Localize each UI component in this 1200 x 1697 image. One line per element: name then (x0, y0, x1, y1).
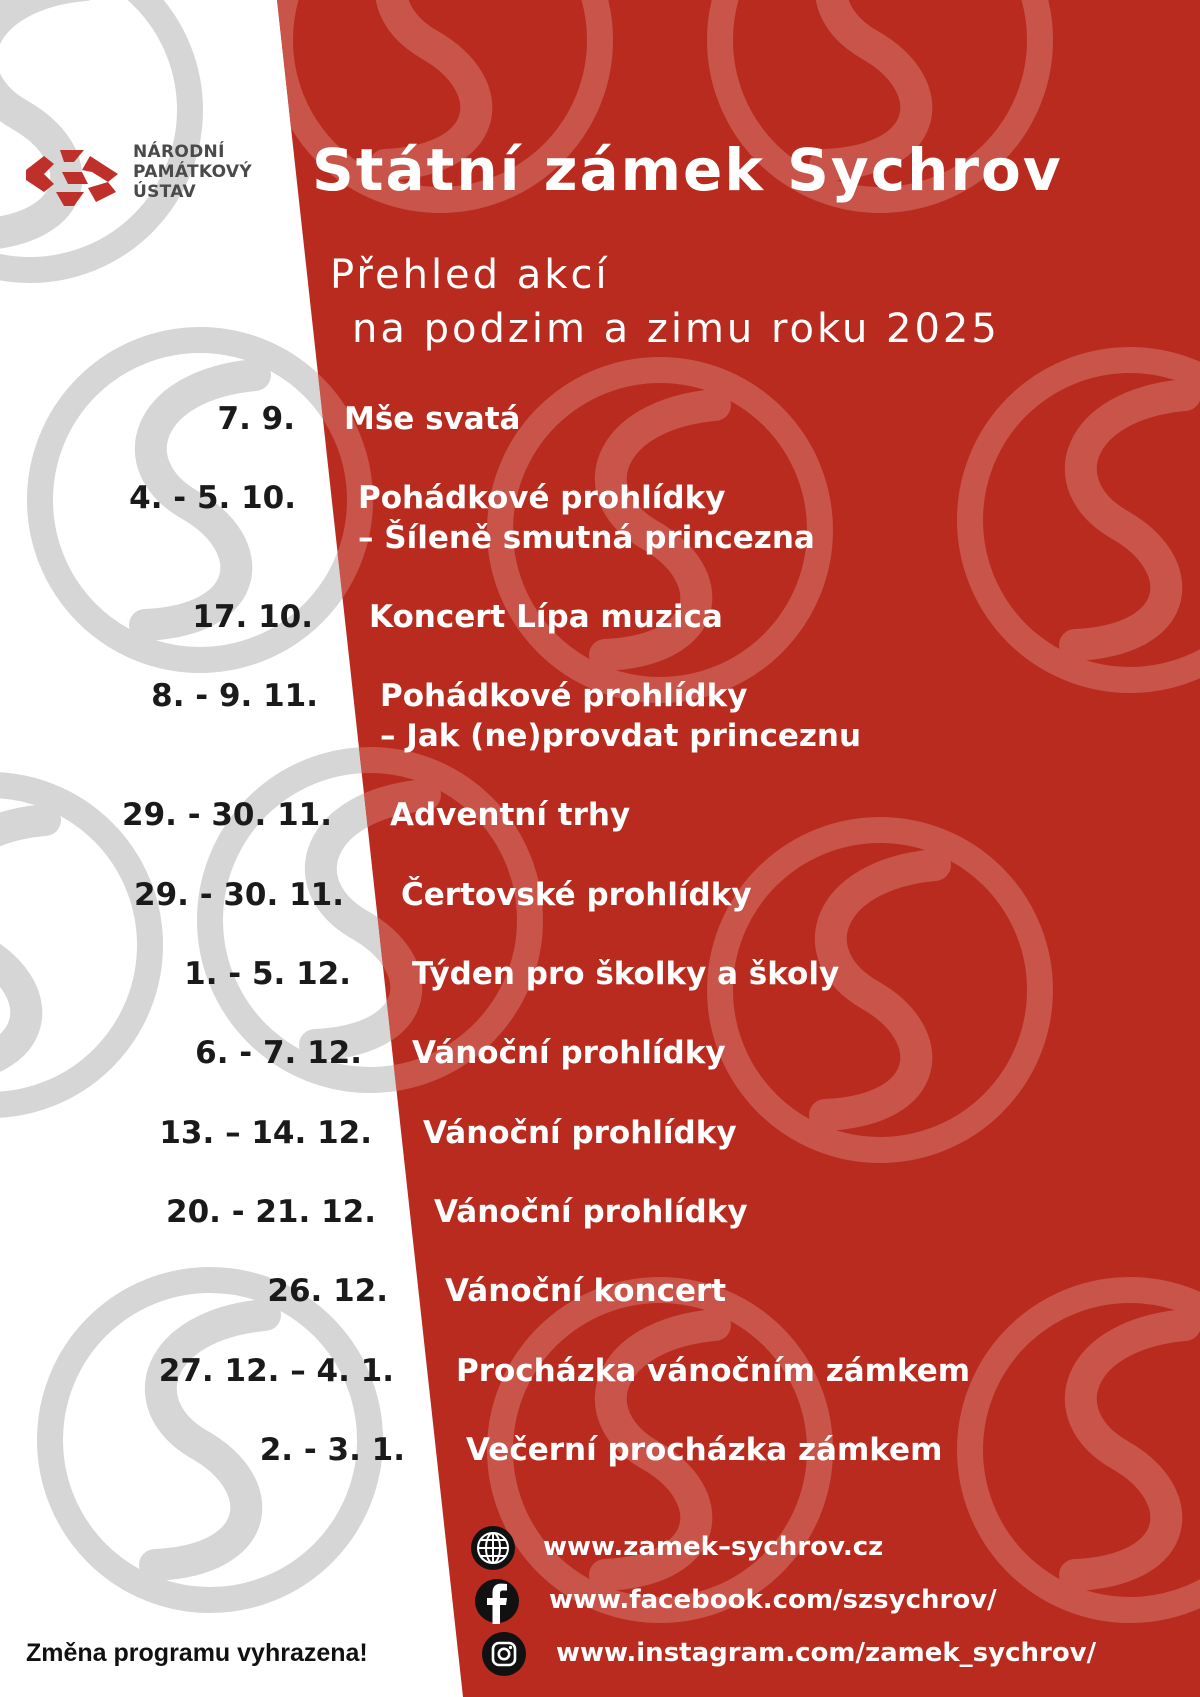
event-date: 7. 9. (217, 401, 295, 437)
event-title-line-2: – Jak (ne)provdat princeznu (380, 718, 862, 754)
event-date: 1. - 5. 12. (184, 956, 351, 992)
event-title: Večerní procházka zámkem (466, 1432, 943, 1468)
page-title: Státní zámek Sychrov (312, 136, 1063, 204)
event-title: Vánoční prohlídky (423, 1115, 737, 1151)
event-date: 4. - 5. 10. (129, 480, 296, 516)
event-date: 29. - 30. 11. (122, 797, 332, 833)
event-title: Adventní trhy (390, 797, 631, 833)
event-title: Pohádkové prohlídky (358, 480, 726, 516)
website-url[interactable]: www.zamek–sychrov.cz (543, 1532, 884, 1562)
event-title: Týden pro školky a školy (412, 956, 840, 992)
logo-line: ÚSTAV (133, 182, 196, 202)
instagram-icon (481, 1631, 527, 1677)
npu-logo-text (133, 142, 252, 202)
page-subtitle (330, 248, 1000, 356)
event-title: Mše svatá (344, 401, 521, 437)
globe-icon (470, 1525, 516, 1571)
logo-line: NÁRODNÍ (133, 142, 225, 162)
event-date: 6. - 7. 12. (195, 1035, 362, 1071)
event-date: 17. 10. (192, 599, 313, 635)
npu-logo-icon (26, 148, 118, 206)
event-title: Pohádkové prohlídky (380, 678, 748, 714)
event-title: Koncert Lípa muzica (369, 599, 723, 635)
instagram-url[interactable]: www.instagram.com/zamek_sychrov/ (556, 1638, 1097, 1668)
facebook-icon (474, 1578, 520, 1624)
event-title: Čertovské prohlídky (401, 877, 752, 913)
event-date: 29. - 30. 11. (134, 877, 344, 913)
subtitle-line-2: na podzim a zimu roku 2025 (352, 306, 1000, 352)
event-title: Procházka vánočním zámkem (456, 1353, 971, 1389)
event-title: Vánoční koncert (445, 1273, 727, 1309)
facebook-url[interactable]: www.facebook.com/szsychrov/ (549, 1585, 997, 1615)
event-date: 26. 12. (267, 1273, 388, 1309)
event-date: 2. - 3. 1. (259, 1432, 405, 1468)
event-title: Vánoční prohlídky (434, 1194, 748, 1230)
npu-logo (26, 142, 276, 212)
event-date: 8. - 9. 11. (151, 678, 318, 714)
event-date: 20. - 21. 12. (166, 1194, 376, 1230)
program-change-note: Změna programu vyhrazena! (26, 1639, 368, 1667)
event-title-line-2: – Šíleně smutná princezna (358, 520, 815, 556)
event-title: Vánoční prohlídky (412, 1035, 726, 1071)
subtitle-line-1: Přehled akcí (330, 252, 610, 298)
event-date: 13. – 14. 12. (159, 1115, 372, 1151)
event-date: 27. 12. – 4. 1. (158, 1353, 394, 1389)
logo-line: PAMÁTKOVÝ (133, 162, 252, 182)
